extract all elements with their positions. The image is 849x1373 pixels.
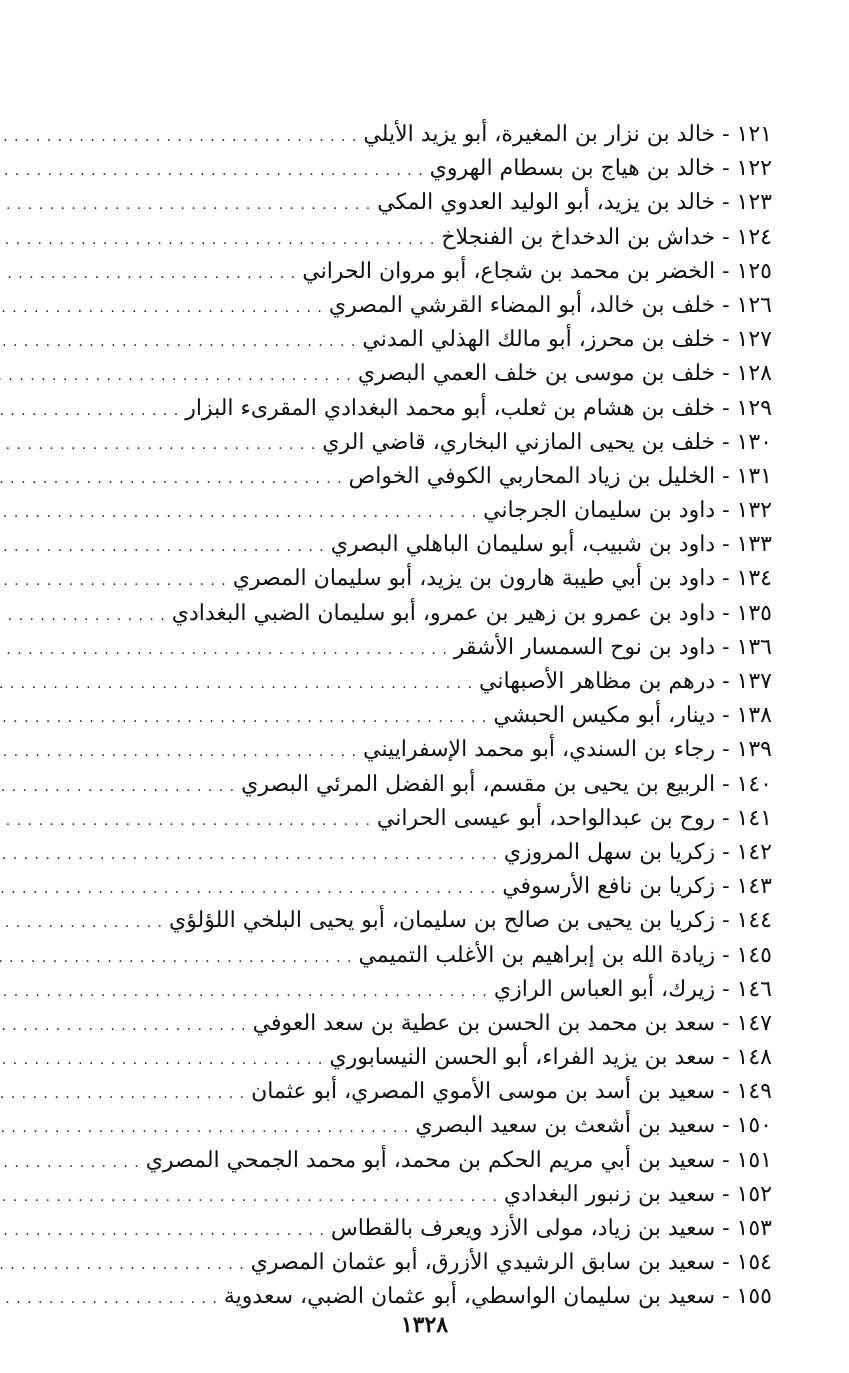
toc-entry: ١٤١ - روح بن عبدالواحد، أبو عيسى الحراني . . . — [32, 801, 772, 835]
leader-dots — [0, 359, 352, 393]
entry-number: ١٤٢ — [736, 839, 772, 865]
toc-entry: ١٢١ - خالد بن نزار بن المغيرة، أبو يزيد الأيلي . . . — [32, 117, 772, 151]
entry-number: ١٣٩ — [736, 737, 772, 763]
leader-dots — [0, 188, 371, 222]
entry-number: ١٤٨ — [736, 1045, 772, 1071]
entry-title: خداش بن الدخداخ بن الفنجلاخ — [441, 224, 716, 250]
entry-number: ١٢٥ — [736, 258, 772, 284]
toc-entry: ١٣٨ - دينار، أبو مكيس الحبشي . . . — [32, 698, 772, 732]
entry-number: ١٣٥ — [736, 600, 772, 626]
entry-title: داود بن نوح السمسار الأشقر — [453, 634, 716, 660]
leader-dots — [0, 701, 487, 735]
toc-entry: ١٢٨ - خلف بن موسى بن خلف العمي البصري . . . — [32, 356, 772, 390]
entry-number: ١٢٧ — [736, 327, 772, 353]
entry-title: سعيد بن أسد بن موسى الأموي المصري، أبو عثمان — [251, 1079, 716, 1105]
leader-dots — [0, 325, 356, 359]
entry-number: ١٥١ — [736, 1147, 772, 1173]
leader-dots — [0, 1009, 247, 1043]
toc-entry: ١٤٣ - زكريا بن نافع الأرسوفي . . . — [32, 869, 772, 903]
entry-number: ١٥٢ — [736, 1181, 772, 1207]
entry-number: ١٣٤ — [736, 566, 772, 592]
leader-dots — [0, 735, 357, 769]
entry-number: ١٤٣ — [736, 874, 772, 900]
entry-title: درهم بن مظاهر الأصبهاني — [479, 669, 716, 694]
entry-title: خلف بن محرز، أبو مالك الهذلي المدني — [362, 327, 716, 353]
toc-entry: ١٥٢ - سعيد بن زنبور البغدادي . . . — [32, 1177, 772, 1211]
entry-number: ١٢١ — [736, 122, 772, 147]
leader-dots — [0, 291, 323, 325]
leader-dots — [0, 1077, 245, 1111]
entry-number: ١٥٤ — [736, 1250, 772, 1276]
toc-entry: ١٢٣ - خالد بن يزيد، أبو الوليد العدوي المكي . . . — [32, 185, 772, 219]
toc-entry: ١٣٥ - داود بن عمرو بن زهير بن عمرو، أبو سليمان الضبي البغدادي . . . — [32, 596, 772, 630]
entry-number: ١٥٠ — [736, 1113, 772, 1139]
toc-entry: ١٤٧ - سعد بن محمد بن الحسن بن عطية بن سعد العوفي . . . — [32, 1006, 772, 1040]
entry-title: زكريا بن سهل المروزي — [503, 839, 716, 865]
leader-dots — [0, 462, 343, 496]
entry-number: ١٣٨ — [736, 703, 772, 729]
entry-title: داود بن سليمان الجرجاني — [483, 498, 716, 524]
leader-dots — [0, 633, 448, 667]
page-number: ١٣٢٨ — [400, 1312, 449, 1338]
leader-dots — [0, 1146, 140, 1180]
entry-title: زيرك، أبو العباس الرازي — [493, 976, 716, 1002]
entry-number: ١٥٣ — [736, 1216, 772, 1241]
entry-title: روح بن عبدالواحد، أبو عيسى الحراني — [376, 805, 716, 831]
entry-number: ١٣١ — [736, 463, 772, 489]
entry-number: ١٣٦ — [736, 634, 772, 660]
leader-dots — [0, 564, 227, 598]
entry-number: ١٥٥ — [736, 1284, 772, 1310]
entry-title: خلف بن موسى بن خلف العمي البصري — [357, 361, 716, 387]
entry-number: ١٣٣ — [736, 532, 772, 558]
leader-dots — [0, 1180, 498, 1214]
leader-dots — [0, 1248, 245, 1282]
entry-number: ١٤٥ — [736, 942, 772, 968]
entry-number: ١٤٤ — [736, 908, 772, 934]
toc-entry: ١٣٠ - خلف بن يحيى المازني البخاري، قاضي الري . . . — [32, 425, 772, 459]
toc-entry: ١٥٠ - سعيد بن أشعث بن سعيد البصري . . . — [32, 1108, 772, 1142]
entry-title: خالد بن هياج بن بسطام الهروي — [429, 156, 716, 182]
entry-title: داود بن شبيب، أبو سليمان الباهلي البصري — [330, 532, 716, 558]
entry-number: ١٤٧ — [736, 1010, 772, 1036]
toc-entry: ١٢٧ - خلف بن محرز، أبو مالك الهذلي المدني . . . — [32, 322, 772, 356]
entry-title: دينار، أبو مكيس الحبشي — [493, 703, 716, 729]
entry-title: الخضر بن محمد بن شجاع، أبو مروان الحراني — [302, 258, 716, 284]
leader-dots — [0, 1043, 323, 1077]
leader-dots — [0, 804, 371, 838]
entry-title: الربيع بن يحيى بن مقسم، أبو الفضل المرئي البصري — [241, 771, 716, 797]
entry-number: ١٢٤ — [736, 224, 772, 250]
toc-entry: ١٢٢ - خالد بن هياج بن بسطام الهروي . . . — [32, 151, 772, 185]
toc-entry: ١٤٨ - سعد بن يزيد الفراء، أبو الحسن النيسابوري . . . — [32, 1040, 772, 1074]
entry-title: رجاء بن السندي، أبو محمد الإسفراييني — [363, 737, 716, 763]
entry-title: خلف بن خالد، أبو المضاء القرشي المصري — [328, 292, 716, 318]
toc-entry: ١٣٦ - داود بن نوح السمسار الأشقر . . . — [32, 630, 772, 664]
leader-dots — [0, 667, 473, 701]
toc-entry: ١٣٤ - داود بن أبي طيبة هارون بن يزيد، أبو سليمان المصري . . . — [32, 561, 772, 595]
entry-title: سعد بن يزيد الفراء، أبو الحسن النيسابوري — [329, 1045, 716, 1071]
toc-entry: ١٢٤ - خداش بن الدخداخ بن الفنجلاخ . . . — [32, 220, 772, 254]
entry-number: ١٣٧ — [736, 669, 772, 694]
entry-title: خالد بن يزيد، أبو الوليد العدوي المكي — [377, 190, 716, 216]
entry-title: سعيد بن زنبور البغدادي — [503, 1181, 716, 1207]
leader-dots — [0, 872, 496, 906]
toc-entry: ١٥٥ - سعيد بن سليمان الواسطي، أبو عثمان الضبي، سعدوية . . . — [32, 1279, 772, 1313]
table-of-contents — [32, 117, 772, 1314]
toc-entry: ١٣٧ - درهم بن مظاهر الأصبهاني . . . — [32, 664, 772, 698]
toc-entry: ١٥٤ - سعيد بن سابق الرشيدي الأزرق، أبو عثمان المصري . . . — [32, 1245, 772, 1279]
toc-entry: ١٣٣ - داود بن شبيب، أبو سليمان الباهلي البصري . . . — [32, 527, 772, 561]
entry-title: سعيد بن أشعث بن سعيد البصري — [415, 1113, 716, 1139]
leader-dots — [0, 906, 163, 940]
entry-number: ١٤٩ — [736, 1079, 772, 1105]
entry-title: سعيد بن أبي مريم الحكم بن محمد، أبو محمد الجمحي المصري — [145, 1147, 716, 1173]
toc-entry: ١٤٤ - زكريا بن يحيى بن صالح بن سليمان، أبو يحيى البلخي اللؤلؤي . . . — [32, 903, 772, 937]
toc-entry: ١٢٥ - الخضر بن محمد بن شجاع، أبو مروان الحراني . . . — [32, 254, 772, 288]
entry-title: خلف بن هشام بن ثعلب، أبو محمد البغدادي المقرىء البزار — [185, 395, 716, 421]
toc-entry: ١٤٢ - زكريا بن سهل المروزي . . . — [32, 835, 772, 869]
entry-title: خلف بن يحيى المازني البخاري، قاضي الري — [322, 429, 716, 455]
entry-number: ١٢٣ — [736, 190, 772, 216]
toc-entry: ١٤٦ - زيرك، أبو العباس الرازي . . . — [32, 972, 772, 1006]
entry-number: ١٤٦ — [736, 976, 772, 1002]
leader-dots — [0, 120, 357, 154]
leader-dots — [0, 530, 325, 564]
toc-entry: ١٤٥ - زيادة الله بن إبراهيم بن الأغلب التميمي . . . — [32, 938, 772, 972]
entry-title: زكريا بن يحيى بن صالح بن سليمان، أبو يحيى البلخي اللؤلؤي — [168, 908, 716, 934]
leader-dots — [0, 941, 352, 975]
leader-dots — [0, 223, 435, 257]
toc-entry: ١٥١ - سعيد بن أبي مريم الحكم بن محمد، أبو محمد الجمحي المصري . . . — [32, 1143, 772, 1177]
entry-number: ١٢٩ — [736, 395, 772, 421]
toc-entry: ١٢٩ - خلف بن هشام بن ثعلب، أبو محمد البغدادي المقرىء البزار . . . — [32, 391, 772, 425]
entry-title: زكريا بن نافع الأرسوفي — [502, 874, 716, 900]
entry-number: ١٣٢ — [736, 498, 772, 524]
entry-number: ١٣٠ — [736, 429, 772, 455]
entry-title: داود بن أبي طيبة هارون بن يزيد، أبو سليمان المصري — [232, 566, 716, 592]
toc-entry: ١٢٦ - خلف بن خالد، أبو المضاء القرشي المصري . . . — [32, 288, 772, 322]
entry-number: ١٢٦ — [736, 292, 772, 318]
entry-number: ١٢٢ — [736, 156, 772, 182]
toc-entry: ١٥٣ - سعيد بن زياد، مولى الأزد ويعرف بالقطاس . . . — [32, 1211, 772, 1245]
leader-dots — [0, 428, 316, 462]
leader-dots — [0, 838, 498, 872]
leader-dots — [0, 154, 424, 188]
leader-dots — [0, 770, 235, 804]
entry-title: سعد بن محمد بن الحسن بن عطية بن سعد العوفي — [252, 1010, 716, 1036]
leader-dots — [0, 975, 488, 1009]
toc-entry: ١٤٠ - الربيع بن يحيى بن مقسم، أبو الفضل المرئي البصري . . . — [32, 767, 772, 801]
toc-entry: ١٣٩ - رجاء بن السندي، أبو محمد الإسفراييني . . . — [32, 732, 772, 766]
toc-entry: ١٤٩ - سعيد بن أسد بن موسى الأموي المصري، أبو عثمان . . . — [32, 1074, 772, 1108]
leader-dots — [0, 1214, 325, 1248]
entry-title: سعيد بن زياد، مولى الأزد ويعرف بالقطاس — [330, 1216, 716, 1241]
entry-title: زيادة الله بن إبراهيم بن الأغلب التميمي — [358, 942, 716, 968]
leader-dots — [0, 394, 179, 428]
entry-title: سعيد بن سليمان الواسطي، أبو عثمان الضبي، سعدوية — [223, 1284, 716, 1310]
entry-title: سعيد بن سابق الرشيدي الأزرق، أبو عثمان المصري — [250, 1250, 716, 1276]
entry-number: ١٢٨ — [736, 361, 772, 387]
entry-title: خالد بن نزار بن المغيرة، أبو يزيد الأيلي — [363, 122, 716, 147]
entry-title: الخليل بن زياد المحاربي الكوفي الخواص — [348, 463, 716, 489]
leader-dots — [0, 496, 477, 530]
toc-entry: ١٣١ - الخليل بن زياد المحاربي الكوفي الخواص . . . — [32, 459, 772, 493]
entry-number: ١٤٠ — [736, 771, 772, 797]
leader-dots — [0, 257, 296, 291]
leader-dots — [0, 1111, 409, 1145]
entry-number: ١٤١ — [736, 805, 772, 831]
entry-title: داود بن عمرو بن زهير بن عمرو، أبو سليمان الضبي البغدادي — [171, 600, 716, 626]
leader-dots — [0, 599, 166, 633]
toc-entry: ١٣٢ - داود بن سليمان الجرجاني . . . — [32, 493, 772, 527]
